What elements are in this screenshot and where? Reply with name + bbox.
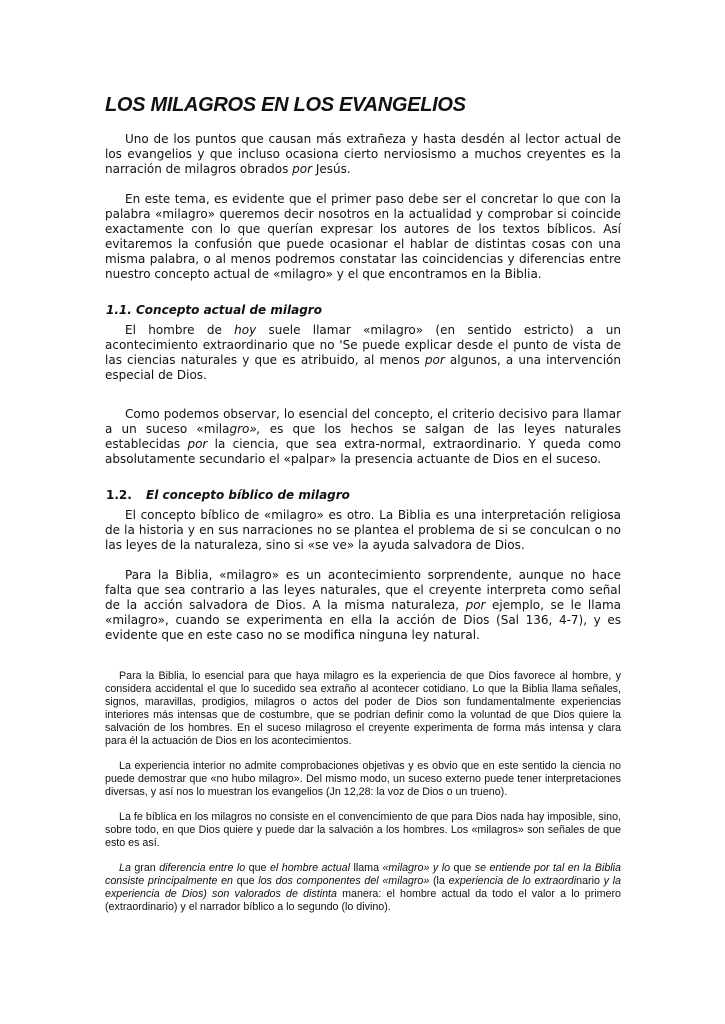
text-run: Como podemos observar, lo esencial del concepto, el criterio decisivo para llamar a un suceso «mila xyxy=(105,407,621,436)
text-run: que xyxy=(450,862,475,874)
text-run: se entiende por tal en la Biblia consiste principalmente en xyxy=(105,862,621,887)
text-run: La experiencia interior no admite comprobaciones objetivas y es obvio que en este sentido la ciencia no puede demostrar que «no hubo milagro». Del mismo modo, un suceso externo puede tener interpretaciones diversas, y así nos lo muestran los evangelios (Jn 12,28: la voz de Dios o un trueno). xyxy=(105,760,621,798)
section-2-title: El concepto bíblico de milagro xyxy=(146,488,350,502)
section-1-paragraph-1 xyxy=(105,323,621,383)
text-run: la ciencia, que sea extra-normal, extraordinario. Y queda como absolutamente secundario el «palpar» la presencia actuante de Dios en el suceso. xyxy=(105,437,621,466)
text-run: ejemplo, se le llama «milagro», cuando se experimenta en ella la acción de Dios (Sal 136, 4-7), y es evidente que en este caso no se modifica ninguna ley natural. xyxy=(105,598,621,642)
text-run: el hombre actual xyxy=(269,862,350,874)
document-page xyxy=(105,92,621,914)
text-run: experiencia de lo extraordi xyxy=(448,875,577,887)
section-2-paragraph-2 xyxy=(105,568,621,643)
note-paragraph-4 xyxy=(105,862,621,914)
text-run: gran xyxy=(130,862,160,874)
text-run: hoy xyxy=(234,323,257,337)
text-run: En este tema, es evidente que el primer paso debe ser el concretar lo que con la palabra «milagro» queremos decir nosotros en la actualidad y comprobar si coincide exactamente con lo que querían expresar los autores de los textos bíblicos. Así evitaremos la confusión que puede ocasionar el hablar de distintas cosas con una misma palabra, o al menos podremos constatar las coincidencias y diferencias entre nuestro concepto actual de «milagro» y el que encontramos en la Biblia. xyxy=(105,192,621,281)
section-1-paragraph-2 xyxy=(105,407,621,467)
text-run: La xyxy=(119,862,131,874)
text-run: es que los hechos se salgan de las leyes naturales establecidas xyxy=(105,422,621,451)
text-run: Para la Biblia, «milagro» es un acontecimiento sorprendente, aunque no hace falta que sea contrario a las leyes naturales, que el creyente interpreta como señal de la acción salvadora de Dios. A la misma naturaleza, xyxy=(105,568,621,612)
text-run: suele llamar «milagro» (en sentido estricto) a un acontecimiento extraordinario que no 'Se puede explicar desde el punto de vista de las ciencias naturales y que es atribuido, al menos xyxy=(105,323,622,367)
text-run: La fe bíblica en los milagros no consiste en el convencimiento de que para Dios nada hay imposible, sino, sobre todo, en que Dios quiere y puede dar la salvación a los hombres. Los «milagros» son señales de que esto es así. xyxy=(105,811,621,849)
text-run: «milagro» y lo xyxy=(382,862,451,874)
text-run: El concepto bíblico de «milagro» es otro. La Biblia es una interpretación religiosa de la historia y en sus narraciones no se plantea el problema de si se conculcan o no las leyes de la naturaleza, sino si «se ve» la ayuda salvadora de Dios. xyxy=(105,508,621,552)
text-run: manera: el hombre actual da todo el valor a lo primero (extraordinario) y el narrador bíblico a lo segundo (lo divino). xyxy=(105,888,621,913)
section-2-heading xyxy=(106,488,621,503)
note-paragraph-2 xyxy=(105,760,621,799)
text-run: llama xyxy=(350,862,383,874)
section-2-number: 1.2. xyxy=(106,488,132,502)
text-run: que xyxy=(233,875,259,887)
text-run: Para la Biblia, lo esencial para que haya milagro es la experiencia de que Dios favorece al hombre, y considera accidental el que lo sucedido sea extraño al acontecer cotidiano. Lo que la Biblia llama señales, signos, maravillas, prodigios, milagros o actos del poder de Dios son fundamentalmente experiencias interiores más intensas que de costumbre, que se podrían definir como la voluntad de que Dios quiere la salvación de los hombres. En el suceso milagroso el creyente experimenta de forma más intensa y clara para él la actuación de Dios en los acontecimientos. xyxy=(105,670,621,747)
text-run: nario xyxy=(576,875,604,887)
text-run: gro», xyxy=(229,422,261,436)
text-run: y la experiencia de Dios) son valorados de distinta xyxy=(105,875,621,900)
note-paragraph-1 xyxy=(105,670,621,748)
intro-paragraph-2 xyxy=(105,192,621,282)
note-paragraph-3 xyxy=(105,811,621,850)
intro-paragraph-1 xyxy=(105,132,621,177)
text-run: diferencia entre lo xyxy=(159,862,246,874)
section-2-paragraph-1 xyxy=(105,508,621,553)
text-run: Uno de los puntos que causan más extrañeza y hasta desdén al lector actual de los evangelios y que incluso ocasiona cierto nerviosismo a muchos creyentes es la narración de milagros obrados xyxy=(105,132,621,176)
section-1-heading: 1.1. Concepto actual de milagro xyxy=(106,303,322,317)
document-title: LOS MILAGROS EN LOS EVANGELIOS xyxy=(105,94,466,116)
text-run: El hombre de xyxy=(125,323,235,337)
text-run: por xyxy=(465,598,486,612)
text-run: Jesús. xyxy=(312,162,351,176)
text-run: (la xyxy=(429,875,449,887)
text-run: por xyxy=(424,353,445,367)
text-run: por xyxy=(292,162,313,176)
text-run: que xyxy=(245,862,270,874)
text-run: por xyxy=(187,437,208,451)
text-run: los dos componentes del «milagro» xyxy=(258,875,430,887)
text-run: algunos, a una intervención especial de Dios. xyxy=(105,353,621,382)
